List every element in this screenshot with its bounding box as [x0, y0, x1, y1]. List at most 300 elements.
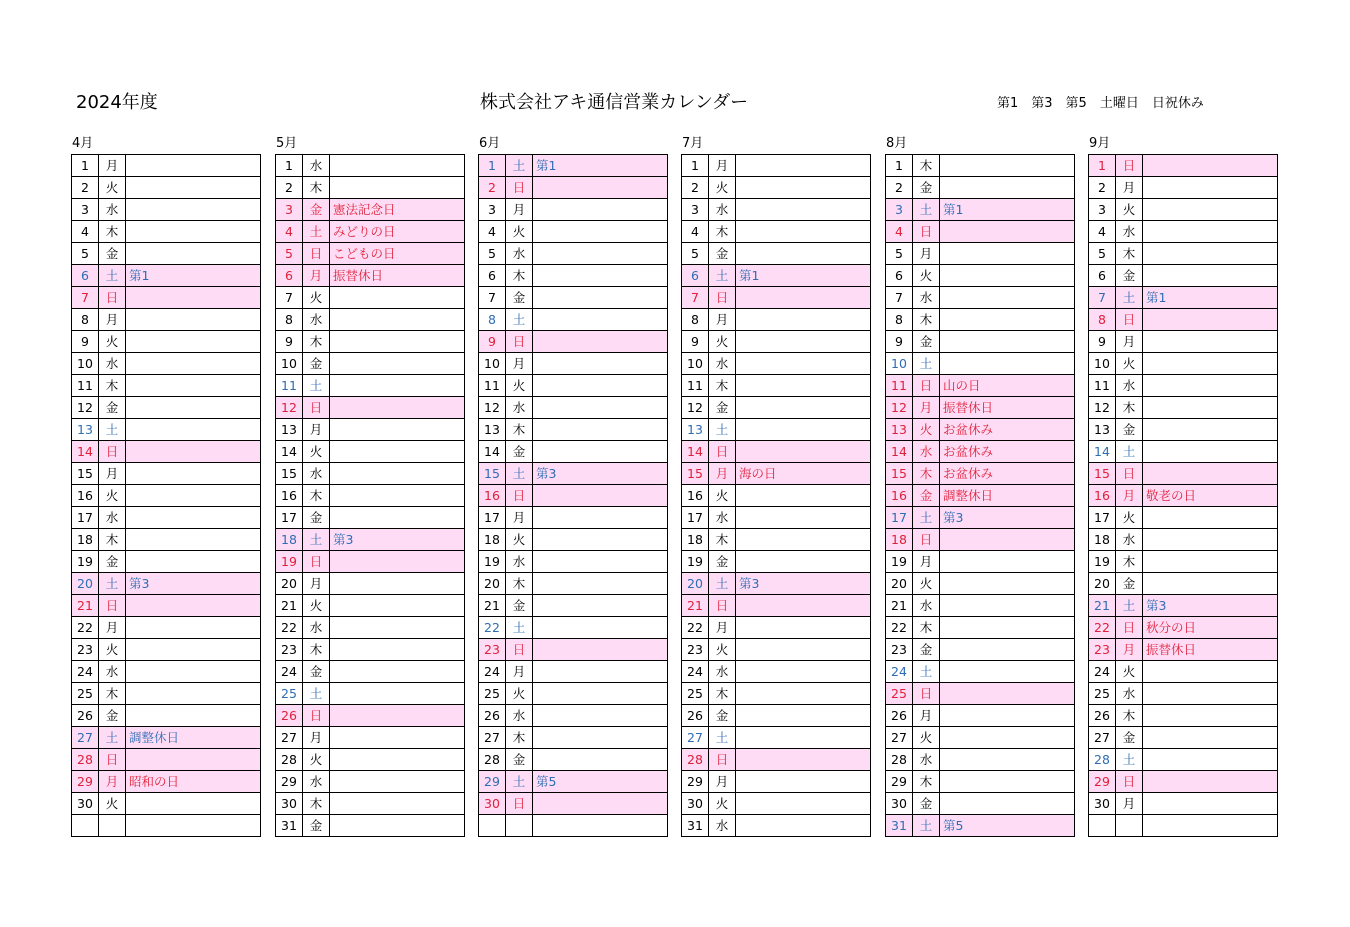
weekday: 木: [1116, 551, 1143, 573]
weekday: 土: [506, 771, 533, 793]
day-note: 第3: [1143, 595, 1278, 617]
day-number: 28: [276, 749, 303, 771]
day-row: [1089, 639, 1278, 661]
day-note: [330, 353, 465, 375]
day-row: [479, 221, 668, 243]
day-row: [886, 287, 1075, 309]
day-row: [1089, 793, 1278, 815]
day-row: [886, 177, 1075, 199]
day-row: [276, 331, 465, 353]
day-number: 23: [72, 639, 99, 661]
day-note: [330, 727, 465, 749]
day-number: 25: [276, 683, 303, 705]
weekday: 水: [709, 661, 736, 683]
day-note: 第1: [533, 155, 668, 177]
day-note: [533, 727, 668, 749]
weekday: 土: [303, 375, 330, 397]
day-row: [886, 683, 1075, 705]
weekday: 水: [506, 705, 533, 727]
day-note: [1143, 463, 1278, 485]
day-number: 8: [479, 309, 506, 331]
day-number: 17: [72, 507, 99, 529]
day-note: [940, 353, 1075, 375]
day-row: [886, 419, 1075, 441]
day-row: [682, 463, 871, 485]
day-number: 8: [1089, 309, 1116, 331]
day-row: [682, 375, 871, 397]
day-row: [72, 265, 261, 287]
day-number: 14: [276, 441, 303, 463]
day-number: 20: [479, 573, 506, 595]
day-note: [126, 749, 261, 771]
day-note: [330, 661, 465, 683]
month-label: 4月: [72, 136, 94, 151]
day-note: [533, 661, 668, 683]
day-row: [886, 155, 1075, 177]
day-note: [940, 155, 1075, 177]
weekday: 日: [1116, 771, 1143, 793]
month-july: [681, 134, 871, 837]
day-note: [736, 661, 871, 683]
weekday: 木: [99, 683, 126, 705]
day-row: [479, 441, 668, 463]
day-note: [330, 771, 465, 793]
day-note: [126, 221, 261, 243]
weekday: 水: [913, 287, 940, 309]
day-note: 第3: [126, 573, 261, 595]
day-note: [1143, 815, 1278, 837]
day-number: 26: [886, 705, 913, 727]
day-number: 15: [1089, 463, 1116, 485]
month-label: 5月: [276, 136, 298, 151]
day-number: 17: [276, 507, 303, 529]
day-note: [736, 507, 871, 529]
weekday: 月: [99, 771, 126, 793]
weekday: 水: [709, 199, 736, 221]
weekday: 月: [913, 397, 940, 419]
day-note: [533, 199, 668, 221]
day-number: 6: [1089, 265, 1116, 287]
day-number: 20: [276, 573, 303, 595]
day-row: [479, 485, 668, 507]
day-number: 26: [479, 705, 506, 727]
month-september: [1088, 134, 1278, 837]
weekday: 木: [709, 375, 736, 397]
day-note: [736, 815, 871, 837]
day-number: 24: [276, 661, 303, 683]
weekday: 木: [303, 177, 330, 199]
day-row: [479, 727, 668, 749]
day-row: [276, 199, 465, 221]
day-row: [886, 199, 1075, 221]
day-note: [736, 639, 871, 661]
weekday: 火: [913, 419, 940, 441]
day-row: [886, 265, 1075, 287]
weekday: 金: [506, 595, 533, 617]
day-row: [72, 463, 261, 485]
day-row: [886, 793, 1075, 815]
day-row: [72, 397, 261, 419]
month-june: [478, 134, 668, 837]
weekday: 土: [709, 419, 736, 441]
day-row: [682, 683, 871, 705]
weekday: 月: [913, 551, 940, 573]
day-note: 調整休日: [940, 485, 1075, 507]
weekday: 日: [1116, 617, 1143, 639]
weekday: 木: [303, 793, 330, 815]
day-note: [736, 199, 871, 221]
day-row: [479, 375, 668, 397]
day-row: [886, 353, 1075, 375]
day-number: 5: [276, 243, 303, 265]
weekday: 土: [303, 529, 330, 551]
day-note: [1143, 771, 1278, 793]
day-row: [479, 595, 668, 617]
weekday: 土: [913, 661, 940, 683]
weekday: 月: [709, 463, 736, 485]
weekday: 水: [709, 353, 736, 375]
day-note: [533, 551, 668, 573]
day-number: 29: [1089, 771, 1116, 793]
day-number: 6: [479, 265, 506, 287]
day-number: 22: [682, 617, 709, 639]
day-note: 第1: [126, 265, 261, 287]
day-note: [736, 749, 871, 771]
day-row: [682, 331, 871, 353]
day-note: [1143, 727, 1278, 749]
weekday: 火: [99, 485, 126, 507]
day-note: [736, 727, 871, 749]
day-row: [276, 397, 465, 419]
day-note: [736, 771, 871, 793]
day-note: [940, 683, 1075, 705]
day-number: 6: [276, 265, 303, 287]
day-number: 11: [72, 375, 99, 397]
day-row: [682, 551, 871, 573]
day-row: [72, 419, 261, 441]
day-note: [1143, 177, 1278, 199]
weekday: 日: [303, 243, 330, 265]
weekday: 土: [99, 727, 126, 749]
day-number: 7: [886, 287, 913, 309]
day-number: 29: [276, 771, 303, 793]
day-row: [479, 397, 668, 419]
day-row: [886, 441, 1075, 463]
weekday: 金: [913, 793, 940, 815]
day-number: 14: [886, 441, 913, 463]
day-row: [276, 441, 465, 463]
day-row: [276, 177, 465, 199]
day-number: 4: [72, 221, 99, 243]
day-note: [126, 199, 261, 221]
weekday: 金: [913, 639, 940, 661]
day-row: [479, 551, 668, 573]
month-table: [681, 154, 871, 837]
day-number: 9: [479, 331, 506, 353]
day-row: [682, 309, 871, 331]
day-row: [72, 529, 261, 551]
day-note: [533, 815, 668, 837]
day-note: お盆休み: [940, 463, 1075, 485]
weekday: 水: [303, 617, 330, 639]
day-number: 26: [682, 705, 709, 727]
day-row: [682, 507, 871, 529]
weekday: 日: [506, 177, 533, 199]
day-row: [276, 815, 465, 837]
day-note: [533, 507, 668, 529]
day-note: [533, 683, 668, 705]
day-note: 振替休日: [940, 397, 1075, 419]
day-note: [940, 595, 1075, 617]
day-note: [1143, 221, 1278, 243]
weekday: 水: [1116, 221, 1143, 243]
weekday: 金: [1116, 265, 1143, 287]
day-number: 10: [479, 353, 506, 375]
day-number: 6: [72, 265, 99, 287]
day-number: 12: [682, 397, 709, 419]
day-number: 12: [1089, 397, 1116, 419]
day-note: [1143, 375, 1278, 397]
weekday: 火: [303, 441, 330, 463]
day-number: 25: [886, 683, 913, 705]
weekday: 火: [913, 573, 940, 595]
weekday: 火: [709, 331, 736, 353]
weekday: 土: [709, 265, 736, 287]
weekday: 土: [99, 573, 126, 595]
day-row: [479, 771, 668, 793]
weekday: 土: [709, 727, 736, 749]
day-note: [940, 573, 1075, 595]
day-note: [1143, 705, 1278, 727]
day-note: [126, 529, 261, 551]
day-row: [1089, 331, 1278, 353]
weekday: 月: [709, 309, 736, 331]
day-number: 30: [682, 793, 709, 815]
weekday: 日: [913, 375, 940, 397]
day-note: [736, 243, 871, 265]
day-row: [1089, 353, 1278, 375]
day-note: [736, 331, 871, 353]
weekday: 日: [913, 529, 940, 551]
weekday: 金: [709, 705, 736, 727]
day-row: [276, 617, 465, 639]
day-number: 24: [1089, 661, 1116, 683]
day-number: 29: [886, 771, 913, 793]
weekday: 月: [506, 353, 533, 375]
day-note: 憲法記念日: [330, 199, 465, 221]
day-row: [479, 463, 668, 485]
day-note: [330, 419, 465, 441]
day-note: 第5: [533, 771, 668, 793]
day-row: [276, 573, 465, 595]
weekday: 木: [709, 221, 736, 243]
day-row: [276, 639, 465, 661]
day-row: [682, 199, 871, 221]
day-number: 30: [276, 793, 303, 815]
day-number: 10: [72, 353, 99, 375]
weekday: 火: [99, 177, 126, 199]
day-note: 振替休日: [330, 265, 465, 287]
day-note: [940, 287, 1075, 309]
day-row: [682, 287, 871, 309]
day-note: [736, 419, 871, 441]
day-row: [682, 485, 871, 507]
day-note: [1143, 573, 1278, 595]
day-number: 25: [682, 683, 709, 705]
day-note: [126, 815, 261, 837]
day-row: [72, 485, 261, 507]
day-note: [330, 441, 465, 463]
day-note: [940, 661, 1075, 683]
weekday: 火: [506, 683, 533, 705]
day-number: 27: [886, 727, 913, 749]
day-note: [126, 507, 261, 529]
day-note: [330, 287, 465, 309]
day-row: [72, 243, 261, 265]
day-number: 28: [479, 749, 506, 771]
day-note: [126, 551, 261, 573]
weekday: 水: [913, 595, 940, 617]
day-number: 24: [72, 661, 99, 683]
day-note: 第1: [940, 199, 1075, 221]
day-note: [736, 177, 871, 199]
weekday: 火: [1116, 507, 1143, 529]
day-number: 26: [72, 705, 99, 727]
day-note: [126, 441, 261, 463]
day-row: [479, 265, 668, 287]
day-note: [330, 551, 465, 573]
day-number: 7: [72, 287, 99, 309]
day-number: 5: [72, 243, 99, 265]
day-note: 敬老の日: [1143, 485, 1278, 507]
day-note: [126, 419, 261, 441]
day-row: [682, 573, 871, 595]
day-note: 第3: [736, 573, 871, 595]
day-row: [682, 155, 871, 177]
day-row: [1089, 683, 1278, 705]
day-number: 10: [1089, 353, 1116, 375]
day-row: [72, 749, 261, 771]
day-number: 12: [72, 397, 99, 419]
day-row: [72, 727, 261, 749]
day-row: [1089, 243, 1278, 265]
day-row: [682, 177, 871, 199]
day-note: [1143, 199, 1278, 221]
weekday: 木: [99, 529, 126, 551]
weekday: 水: [303, 309, 330, 331]
day-number: 3: [886, 199, 913, 221]
weekday: 月: [1116, 485, 1143, 507]
weekday: 日: [913, 683, 940, 705]
day-note: [126, 397, 261, 419]
weekday: 月: [1116, 331, 1143, 353]
weekday: 土: [506, 309, 533, 331]
weekday: 火: [1116, 353, 1143, 375]
day-row: [479, 287, 668, 309]
day-note: [736, 441, 871, 463]
day-note: こどもの日: [330, 243, 465, 265]
weekday: 月: [709, 617, 736, 639]
day-number: 19: [886, 551, 913, 573]
day-note: [736, 353, 871, 375]
day-number: 18: [276, 529, 303, 551]
day-number: 6: [682, 265, 709, 287]
weekday: 月: [709, 155, 736, 177]
day-row: [886, 771, 1075, 793]
day-note: [126, 287, 261, 309]
weekday: 土: [506, 155, 533, 177]
day-row: [886, 331, 1075, 353]
day-number: 3: [72, 199, 99, 221]
day-number: 3: [276, 199, 303, 221]
day-row: [886, 375, 1075, 397]
weekday: 火: [99, 793, 126, 815]
day-note: [1143, 441, 1278, 463]
day-number: 24: [682, 661, 709, 683]
day-note: [330, 639, 465, 661]
weekday: 水: [303, 155, 330, 177]
weekday: 金: [1116, 419, 1143, 441]
day-row: [479, 617, 668, 639]
day-row: [479, 573, 668, 595]
day-row: [276, 551, 465, 573]
day-number: 12: [479, 397, 506, 419]
day-number: 17: [479, 507, 506, 529]
day-row: [72, 199, 261, 221]
day-note: みどりの日: [330, 221, 465, 243]
day-number: 29: [682, 771, 709, 793]
day-number: 26: [1089, 705, 1116, 727]
day-note: [330, 815, 465, 837]
day-number: 28: [1089, 749, 1116, 771]
month-may: [275, 134, 465, 837]
day-note: [126, 683, 261, 705]
day-number: 11: [682, 375, 709, 397]
day-row: [1089, 705, 1278, 727]
day-note: [736, 155, 871, 177]
day-number: 29: [479, 771, 506, 793]
weekday: 水: [99, 507, 126, 529]
weekday: 火: [1116, 199, 1143, 221]
day-note: [940, 639, 1075, 661]
day-note: 海の日: [736, 463, 871, 485]
day-number: 1: [276, 155, 303, 177]
weekday: 火: [709, 793, 736, 815]
day-number: 1: [1089, 155, 1116, 177]
day-row: [1089, 727, 1278, 749]
day-note: 第1: [736, 265, 871, 287]
day-note: [1143, 155, 1278, 177]
day-number: 9: [1089, 331, 1116, 353]
day-row: [682, 419, 871, 441]
day-number: 24: [479, 661, 506, 683]
day-row: [1089, 595, 1278, 617]
day-note: [940, 221, 1075, 243]
weekday: 日: [1116, 155, 1143, 177]
weekday: 金: [303, 199, 330, 221]
day-note: [126, 155, 261, 177]
day-row: [276, 353, 465, 375]
weekday: 火: [709, 639, 736, 661]
day-number: 1: [886, 155, 913, 177]
day-number: 5: [886, 243, 913, 265]
day-number: 1: [479, 155, 506, 177]
weekday: 日: [506, 331, 533, 353]
day-note: [736, 793, 871, 815]
weekday: 水: [506, 243, 533, 265]
day-note: [330, 309, 465, 331]
weekday: 火: [99, 331, 126, 353]
